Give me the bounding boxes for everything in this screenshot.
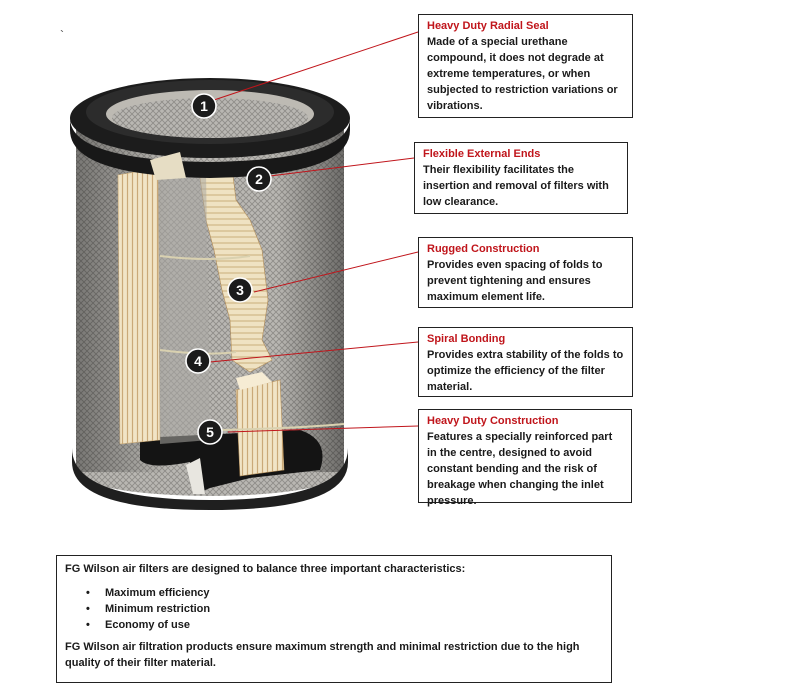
marker-1-label: 1 bbox=[200, 98, 208, 114]
marker-4 bbox=[186, 349, 210, 373]
callout-heavy-duty-construction bbox=[418, 409, 632, 507]
callout-title: Rugged Construction bbox=[427, 243, 540, 255]
marker-3-label: 3 bbox=[236, 282, 244, 298]
callout-rugged-construction bbox=[418, 237, 633, 308]
marker-4-label: 4 bbox=[194, 353, 202, 369]
callout-title: Heavy Duty Construction bbox=[427, 415, 559, 427]
list-item: • Minimum restriction bbox=[105, 601, 603, 617]
callout-external-ends bbox=[414, 142, 628, 214]
summary-intro: FG Wilson air filters are designed to balance three important characteristics: bbox=[65, 563, 466, 575]
marker-5 bbox=[198, 420, 222, 444]
callout-text: Provides extra stability of the folds to optimize the efficiency of the filter material. bbox=[427, 349, 624, 393]
list-item: • Maximum efficiency bbox=[105, 585, 603, 601]
characteristics-list bbox=[65, 585, 603, 633]
list-item: • Economy of use bbox=[105, 617, 603, 633]
radial-seal bbox=[70, 78, 350, 180]
marker-1 bbox=[192, 94, 216, 118]
marker-5-label: 5 bbox=[206, 424, 214, 440]
leader-line-1 bbox=[214, 32, 418, 100]
marker-2-label: 2 bbox=[255, 171, 263, 187]
callout-spiral-bonding bbox=[418, 327, 633, 397]
callout-radial-seal bbox=[418, 14, 633, 118]
callout-text: Made of a special urethane compound, it does not degrade at extreme temperatures, or when subjected to restriction variations or vibrations. bbox=[427, 36, 618, 112]
callout-title: Flexible External Ends bbox=[423, 148, 541, 160]
stray-mark: ` bbox=[60, 28, 64, 42]
callout-text: Their flexibility facilitates the insertion and removal of filters with low clearance. bbox=[423, 164, 609, 208]
callout-text: Features a specially reinforced part in the centre, designed to avoid constant bending and the risk of breakage when changing the inlet pressure. bbox=[427, 431, 613, 507]
callout-text: Provides even spacing of folds to prevent tightening and ensures maximum element life. bbox=[427, 259, 603, 303]
callout-title: Spiral Bonding bbox=[427, 333, 506, 345]
summary-closing: FG Wilson air filtration products ensure maximum strength and minimal restriction due to the high quality of their filter material. bbox=[65, 641, 580, 669]
marker-2 bbox=[247, 167, 271, 191]
summary-box bbox=[56, 555, 612, 683]
callout-title: Heavy Duty Radial Seal bbox=[427, 20, 549, 32]
marker-3 bbox=[228, 278, 252, 302]
